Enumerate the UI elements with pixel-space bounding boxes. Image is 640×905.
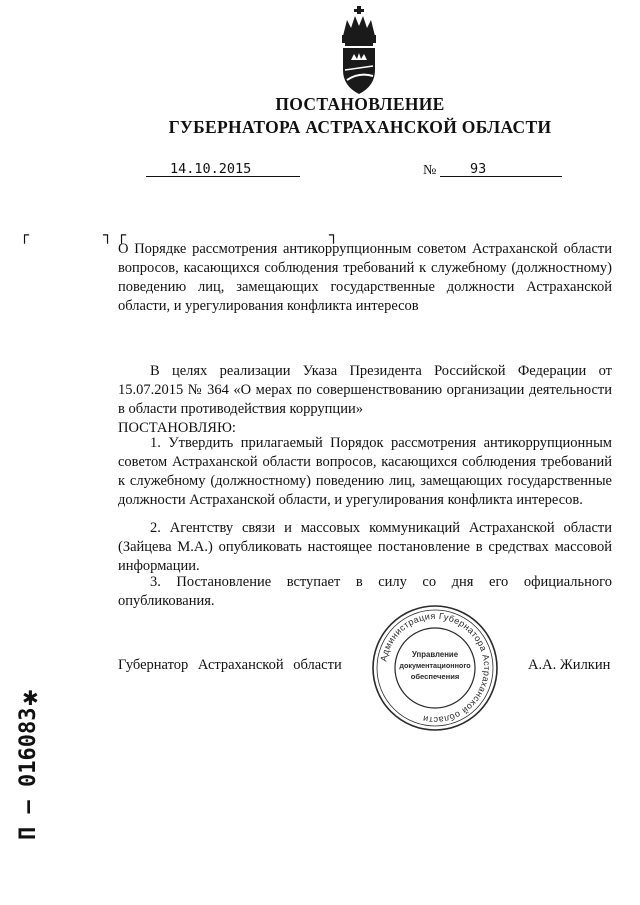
registration-number: П – 016083 <box>16 707 41 840</box>
margin-star-mark: ✱ <box>22 686 39 710</box>
date-underline <box>146 176 300 177</box>
official-seal-stamp <box>370 603 500 733</box>
corner-mark-right: ┐ <box>329 226 339 244</box>
decree-item-3: 3. Постановление вступает в силу со дня его официального опубликования. <box>118 574 612 609</box>
document-subject: О Порядке рассмотрения антикоррупционным советом Астраханской области вопросов, касающихся соблюдения требований к служебному (должностному) поведению лиц, замещающих государственные должности Астраханской области, и урегулирования конфликта интересов <box>118 241 612 314</box>
document-date: 14.10.2015 <box>170 161 252 177</box>
corner-mark-left: ┌ <box>117 226 127 244</box>
number-sign: № <box>423 163 437 178</box>
corner-mark-right: ┐ <box>103 226 113 244</box>
signatory-name: А.А. Жилкин <box>528 657 611 673</box>
number-underline <box>440 176 562 177</box>
decree-item-1: 1. Утвердить прилагаемый Порядок рассмотрения антикоррупционным советом Астраханской области вопросов, касающихся соблюдения требований к служебному (должностному) поведению лиц, замещающих государственные должности Астраханской области, и урегулирования конфликта интересов. <box>118 435 612 508</box>
document-number: 93 <box>470 161 487 177</box>
signatory-position: Губернатор Астраханской области <box>118 657 342 673</box>
document-title-line2: ГУБЕРНАТОРА АСТРАХАНСКОЙ ОБЛАСТИ <box>168 117 552 137</box>
decree-item-2: 2. Агентству связи и массовых коммуникаций Астраханской области (Зайцева М.А.) опубликовать настоящее постановление в средствах массовой информации. <box>118 520 612 574</box>
document-title-line1: ПОСТАНОВЛЕНИЕ <box>275 94 445 114</box>
seal-center-line-1: Управление <box>411 650 459 659</box>
seal-center-line-2: документационного <box>399 661 471 670</box>
seal-ring-text: Администрация Губернатора Астраханской области <box>378 610 493 726</box>
seal-center-line-3: обеспечения <box>410 672 460 681</box>
decree-word: ПОСТАНОВЛЯЮ: <box>118 420 236 436</box>
corner-mark-left: ┌ <box>20 226 30 244</box>
preamble-paragraph: В целях реализации Указа Президента Российской Федерации от 15.07.2015 № 364 «О мерах по совершенствованию организации деятельности в области противодействия коррупции» <box>118 363 612 417</box>
coat-of-arms-emblem <box>333 6 385 96</box>
